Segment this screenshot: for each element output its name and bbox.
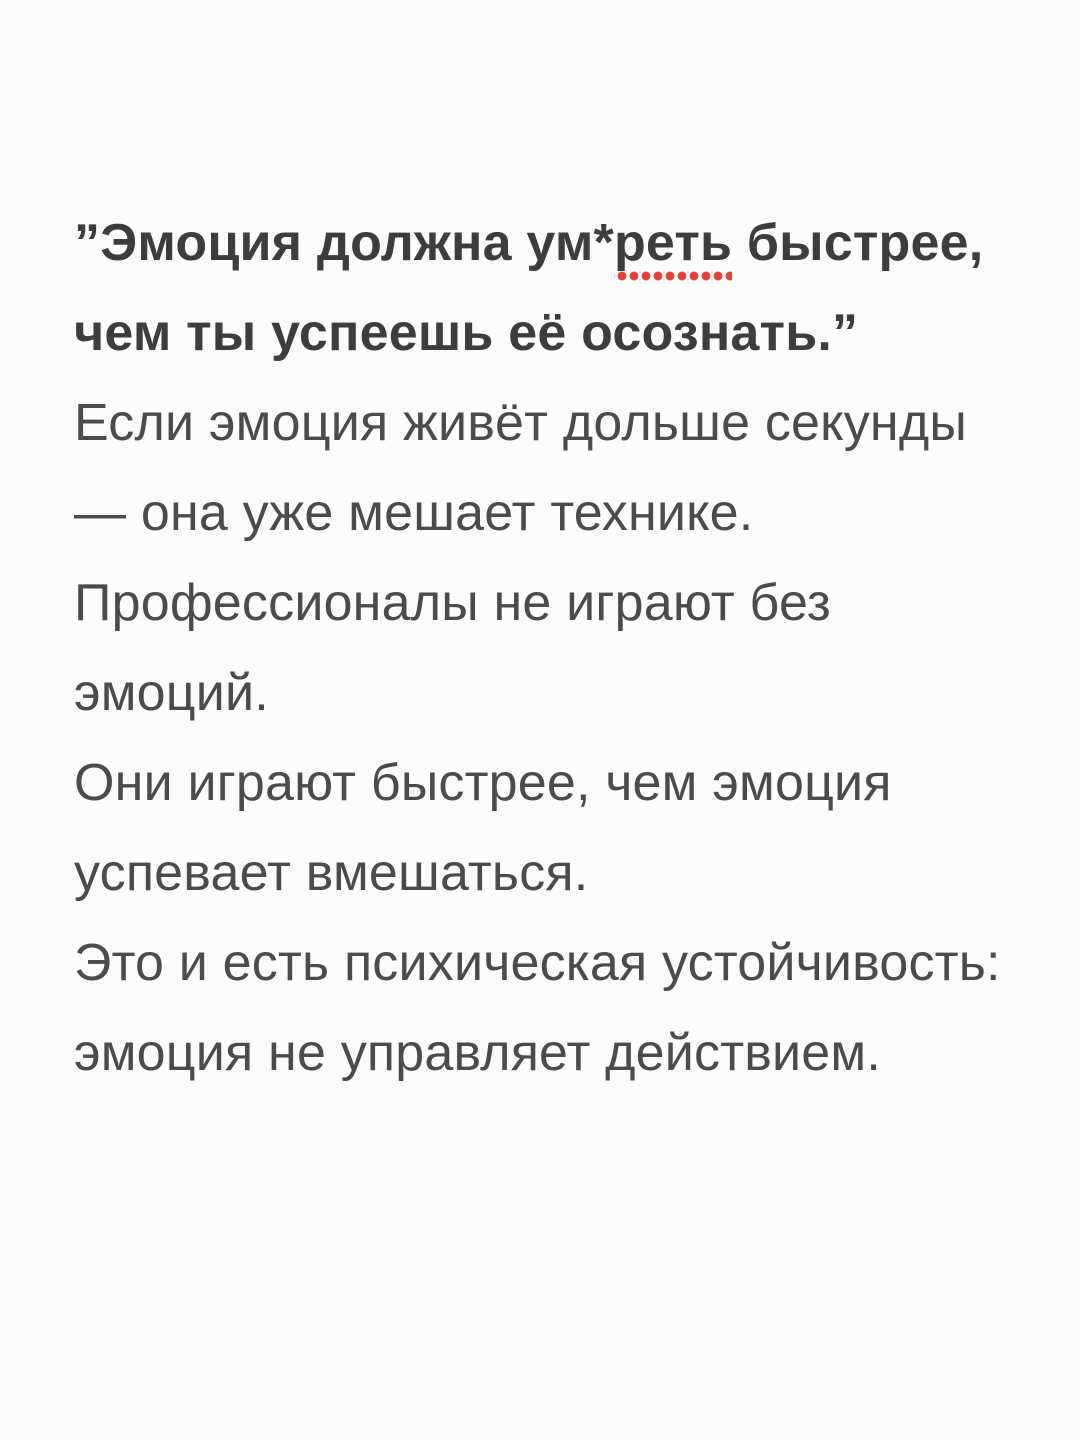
quote-line-1-suffix: быстрее, [732, 214, 984, 272]
quote-line-2: чем ты успеешь её осознать.” [74, 304, 859, 362]
body-line: успевает вмешаться. [74, 844, 589, 902]
quote-line-1-prefix: ”Эмоция должна ум* [74, 214, 614, 272]
misspelled-word-red-dotted-underline: реть [614, 214, 732, 281]
quote-heading [74, 198, 1025, 378]
body-line: эмоций. [74, 664, 269, 722]
quote-line-1 [74, 198, 1025, 288]
body-text [74, 378, 1025, 1098]
body-line: Они играют быстрее, чем эмоция [74, 754, 892, 812]
body-line: — она уже мешает технике. [74, 484, 754, 542]
body-line: Профессионалы не играют без [74, 574, 831, 632]
body-line: Если эмоция живёт дольше секунды [74, 394, 967, 452]
body-line: эмоция не управляет действием. [74, 1024, 882, 1082]
body-line: Это и есть психическая устойчивость: [74, 934, 1001, 992]
